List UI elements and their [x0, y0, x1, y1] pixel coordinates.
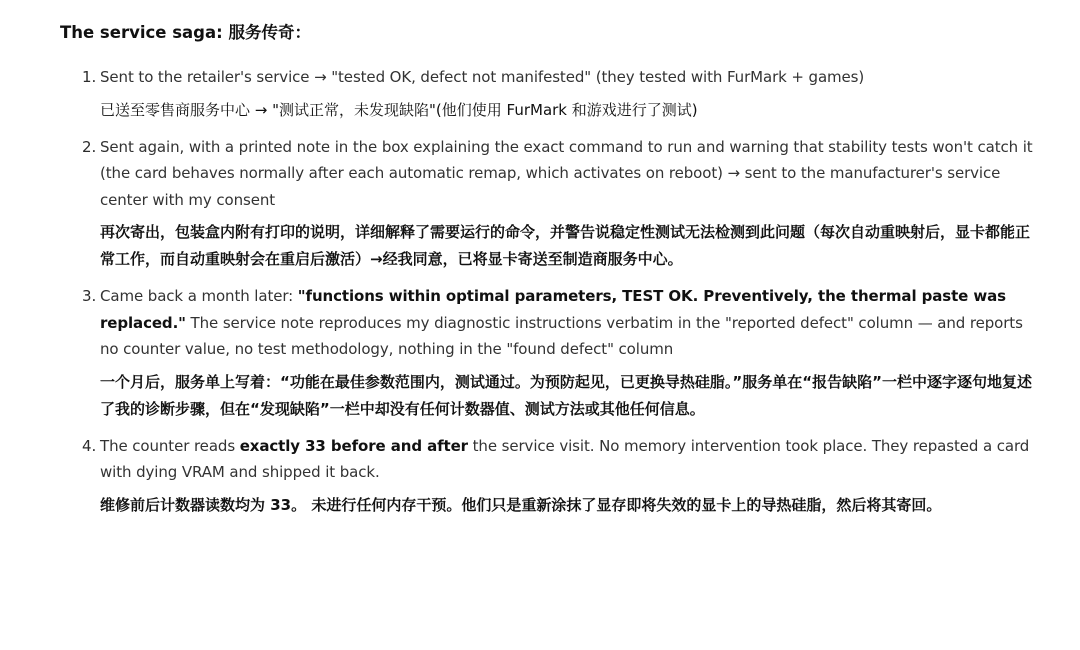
chinese-text [100, 97, 1040, 124]
chinese-text-emphasis: 维修前后计数器读数均为 33。 [100, 495, 307, 514]
item-number: 2. [82, 137, 97, 156]
chinese-text-post: 未进行任何内存干预。他们只是重新涂抹了显存即将失效的显卡上的导热硅脂，然后将其寄回。 [306, 495, 942, 514]
item-number: 4. [82, 436, 97, 455]
list-item-2 [60, 134, 1040, 274]
list-item-1 [60, 64, 1040, 124]
chinese-text [100, 369, 1040, 423]
item-number: 1. [82, 68, 97, 86]
item-number: 3. [82, 287, 97, 305]
chinese-text [100, 492, 1040, 519]
english-text-quote: "functions within optimal parameters, TEST OK. Preventively, the thermal paste was replaced." [100, 287, 1006, 332]
saga-list [60, 64, 1040, 519]
english-text-emphasis: exactly 33 before and after [239, 436, 468, 455]
english-text-pre: The counter reads [100, 436, 240, 455]
english-text-post: the service visit. No memory intervention took place. They repasted a card with dying VRAM and shipped it back. [100, 436, 1030, 481]
chinese-text: 再次寄出，包装盒内附有打印的说明，详细解释了需要运行的命令，并警告说稳定性测试无法检测到此问题（每次自动重映射后，显卡都能正常工作，而自动重映射会在重启后激活）→经我同意，已将显卡寄送至制造商服务中心。 [100, 223, 1031, 268]
chinese-text-body: 已送至零售商服务中心 → "测试正常，未发现缺陷"(他们使用 FurMark 和游戏进行了测试) [100, 100, 698, 119]
page-title: The service saga: 服务传奇： [60, 23, 311, 42]
chinese-text-post: 服务单在“报告缺陷”一栏中逐字逐句地复述了我的诊断步骤，但在“发现缺陷”一栏中却没有任何计数器值、测试方法或其他任何信息。 [100, 372, 1032, 418]
english-text [100, 433, 1040, 486]
list-item-4 [60, 433, 1040, 519]
english-text [100, 283, 1040, 363]
english-text: Sent again, with a printed note in the box explaining the exact command to run and warning that stability tests won't catch it (the card behaves normally after each automatic remap, which activates on reboot) → sent to the manufacturer's service center with my consent [100, 137, 1033, 209]
chinese-text-quote: “功能在最佳参数范围内，测试通过。为预防起见，已更换导热硅脂。” [280, 372, 743, 391]
english-text-post: The service note reproduces my diagnostic instructions verbatim in the "reported defect" column — and reports no counter value, no test methodology, nothing in the "found defect" column [100, 313, 1023, 358]
english-text-pre: Came back a month later: [100, 287, 298, 305]
list-item-3 [60, 283, 1040, 423]
english-text: Sent to the retailer's service → "tested OK, defect not manifested" (they tested with FurMark + games) [100, 68, 865, 86]
chinese-text-pre: 一个月后，服务单上写着： [100, 372, 281, 391]
